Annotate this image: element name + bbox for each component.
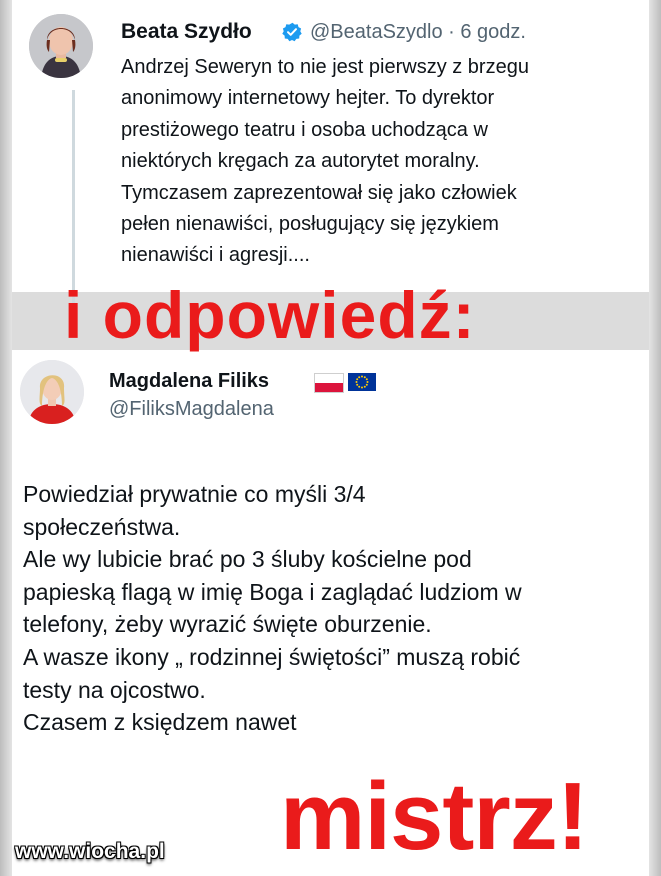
- tweet-text-line: A wasze ikony „ rodzinnej świętości” muszą robić: [23, 643, 521, 670]
- verified-badge-icon: [282, 22, 302, 42]
- handle-filiks[interactable]: @FiliksMagdalena: [109, 398, 274, 420]
- background-right-edge: [649, 0, 661, 876]
- tweet-text-line: niektórych kręgach za autorytet moralny.: [121, 150, 480, 173]
- tweet-text-szydlo: [121, 52, 646, 272]
- tweet-text-line: prestiżowego teatru i osoba uchodząca w: [121, 118, 488, 141]
- tweet-card-szydlo: [12, 0, 649, 292]
- avatar-szydlo[interactable]: [29, 14, 93, 78]
- tweet-text-line: pełen nienawiści, posługujący się językiem: [121, 213, 499, 236]
- handle-time-szydlo[interactable]: @BeataSzydlo · 6 godz.: [310, 21, 526, 43]
- eu-flag-icon: [348, 373, 376, 391]
- tweet-text-line: papieską flagą w imię Boga i zaglądać ludziom w: [23, 578, 522, 605]
- avatar-filiks[interactable]: [20, 360, 84, 424]
- author-name-filiks[interactable]: Magdalena Filiks: [109, 370, 270, 392]
- tweet-text-line: Andrzej Seweryn to nie jest pierwszy z brzegu: [121, 56, 529, 78]
- author-name-szydlo[interactable]: Beata Szydło: [121, 20, 252, 43]
- tweet-text-line: społeczeństwa.: [23, 513, 181, 540]
- tweet-text-line: Tymczasem zaprezentował się jako człowiek: [121, 181, 517, 204]
- poland-flag-icon: [314, 373, 344, 393]
- tweet-text-line: Powiedział prywatnie co myśli 3/4: [23, 481, 366, 507]
- tweet-text-line: testy na ojcostwo.: [23, 676, 206, 703]
- tweet-text-line: Ale wy lubicie brać po 3 śluby kościelne pod: [23, 546, 472, 573]
- site-watermark: www.wiocha.pl: [15, 840, 165, 863]
- tweet-text-line: telefony, żeby wyrazić święte oburzenie.: [23, 611, 432, 638]
- overlay-caption-mistrz: mistrz!: [280, 763, 588, 870]
- headline-reply-caption: i odpowiedź:: [64, 278, 476, 352]
- tweet-text-line: Czasem z księdzem nawet: [23, 709, 297, 736]
- tweet-text-line: nienawiści i agresji....: [121, 244, 310, 267]
- tweet-text-filiks: [23, 478, 633, 739]
- background-left-edge: [0, 0, 12, 876]
- tweet-text-line: anonimowy internetowy hejter. To dyrektor: [121, 87, 495, 110]
